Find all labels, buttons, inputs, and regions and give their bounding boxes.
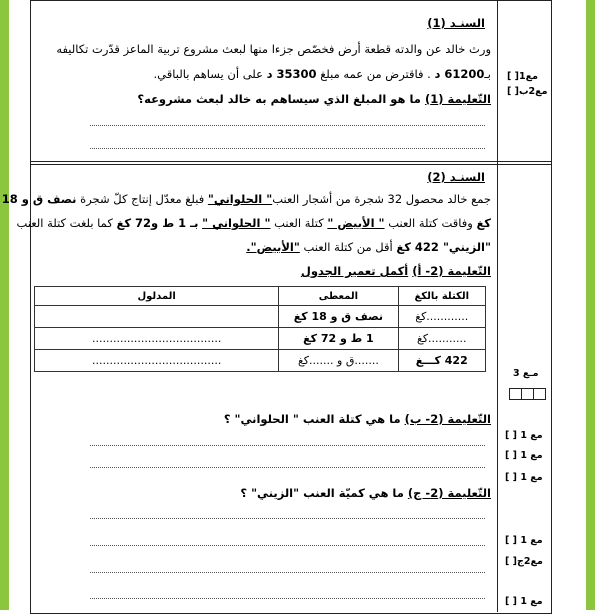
score-column-divider [497, 0, 498, 612]
score-side-c2: مع2ج[ ] [505, 556, 543, 567]
answer-line[interactable] [90, 125, 485, 126]
doc2-p1-b: " الحلواني" [207, 192, 273, 206]
data-table [34, 286, 486, 372]
doc2-p2-g: كما بلغت كتلة العنب [16, 216, 113, 230]
instruction-2c [240, 486, 491, 500]
table-row [35, 350, 486, 372]
section-divider-2 [30, 164, 551, 165]
instruction-2c-label: التّعليمة (2- ج) [407, 486, 491, 500]
answer-line[interactable] [90, 148, 485, 149]
instruction-2a-label: التّعليمة (2- أ) [412, 264, 491, 278]
table-cell[interactable]: .......ق و .......كغ [279, 350, 398, 372]
score-box[interactable] [533, 388, 546, 400]
section-divider [30, 161, 551, 162]
answer-line[interactable] [90, 467, 485, 468]
score-boxes[interactable] [510, 388, 546, 400]
score-side-b2: مع 1 [ ] [505, 450, 543, 461]
instruction-1 [137, 92, 491, 106]
table-cell[interactable]: ...........كغ [398, 328, 486, 350]
answer-line[interactable] [90, 445, 485, 446]
instruction-1-label: التّعليمة (1) [424, 92, 491, 106]
table-cell[interactable] [35, 306, 279, 328]
doc2-p3-b: أقل من كتلة العنب [303, 240, 393, 254]
table-cell[interactable]: ..................................... [35, 328, 279, 350]
doc2-para-line1 [2, 192, 491, 206]
table-cell: نصف ق و 18 كغ [279, 306, 398, 328]
doc2-p2-f: بـ 1 ط و72 كغ [116, 216, 199, 230]
answer-line[interactable] [90, 598, 485, 599]
header-cell-meaning: المدلول [35, 287, 279, 306]
table-cell: 1 ط و 72 كغ [279, 328, 398, 350]
score-side-1: مع1[ ] [507, 71, 538, 82]
right-green-border [586, 0, 595, 610]
instruction-1-text: ما هو المبلغ الذي سيساهم به خالد لبعث مشروعه؟ [137, 92, 421, 106]
instruction-2b-text: ما هي كتلة العنب " الحلواني" ؟ [223, 412, 401, 426]
header-cell-given: المعطى [279, 287, 398, 306]
doc2-p2-b: وفاقت كتلة العنب [388, 216, 473, 230]
doc1-line2 [153, 67, 491, 81]
doc2-para-line3 [246, 240, 491, 254]
answer-line[interactable] [90, 518, 485, 519]
table-row [35, 328, 486, 350]
doc2-p3-a: "الزيني" 422 كغ [396, 240, 491, 254]
doc2-p1-c: فبلغ معدّل إنتاج كلّ شجرة [80, 192, 205, 206]
header-cell-mass: الكتلة بالكغ [398, 287, 486, 306]
doc1-line1: ورث خالد عن والدته قطعة أرض فخصّص جزءا منها لبعث مشروع تربية الماعز قدّرت تكاليفه [56, 42, 491, 56]
doc2-p3-c: "الأبيض". [246, 240, 300, 254]
doc2-p2-c: " الأبيض " [327, 216, 385, 230]
instruction-2b-label: التّعليمة (2- ب) [404, 412, 491, 426]
answer-line[interactable] [90, 545, 485, 546]
score-side-b1: مع 1 [ ] [505, 430, 543, 441]
score-side-c3: مع 1 [ ] [505, 596, 543, 607]
doc2-para-line2 [16, 216, 491, 230]
table-cell[interactable]: ..................................... [35, 350, 279, 372]
score-side-2: مع2ب[ ] [507, 86, 548, 97]
table-cell[interactable]: ............كغ [398, 306, 486, 328]
doc1-cost: 61200 د [434, 67, 485, 81]
left-green-border [0, 0, 9, 610]
table-cell: 422 كـــغ [398, 350, 486, 372]
table-row [35, 306, 486, 328]
doc1-line2-post: على أن يساهم بالباقي. [153, 67, 263, 81]
instruction-2c-text: ما هي كميّة العنب "الزيني" ؟ [240, 486, 404, 500]
instruction-2a-text: أكمل تعمير الجدول [300, 264, 409, 278]
doc1-line2-pre: بـ [484, 67, 491, 81]
doc2-p2-a: كغ [476, 216, 491, 230]
doc1-line2-mid: . فاقترض من عمه مبلغ [320, 67, 431, 81]
doc1-label: السنـد (1) [427, 16, 485, 30]
instruction-2b [224, 412, 491, 426]
score-side-c1: مع 1 [ ] [505, 535, 543, 546]
doc2-p2-e: " الحلواني " [202, 216, 271, 230]
doc2-p1-a: جمع خالد محصول 32 شجرة من أشجار العنب [272, 192, 491, 206]
doc2-p2-d: كتلة العنب [274, 216, 324, 230]
score-side-3: مـع 3 [513, 368, 539, 379]
answer-line[interactable] [90, 572, 485, 573]
score-side-b3: مع 1 [ ] [505, 472, 543, 483]
doc2-p1-d: نصف ق و 18 [1, 192, 77, 206]
instruction-2a [301, 264, 491, 278]
table-header-row [35, 287, 486, 306]
doc1-loan: 35300 د [266, 67, 317, 81]
doc2-label: السنـد (2) [427, 170, 485, 184]
